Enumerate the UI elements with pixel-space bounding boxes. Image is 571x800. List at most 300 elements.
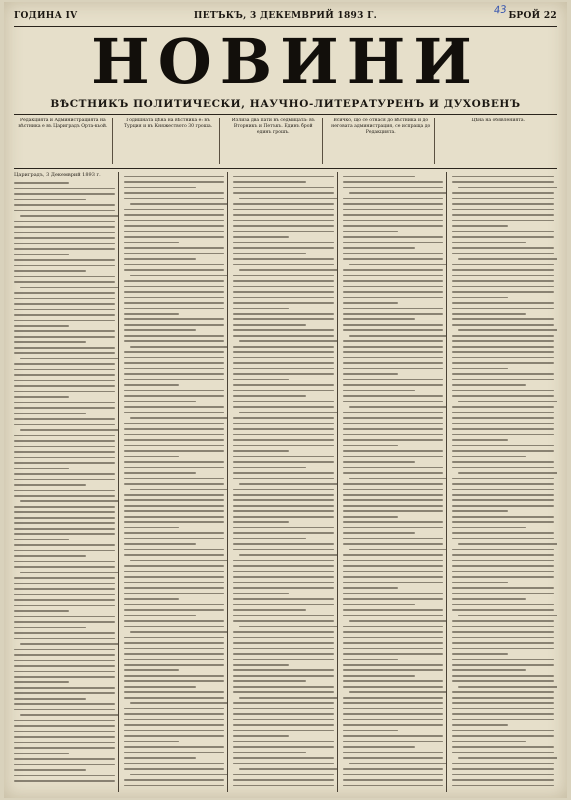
text-line xyxy=(452,691,554,693)
text-line xyxy=(349,264,448,266)
text-line xyxy=(124,664,225,666)
text-line xyxy=(343,571,444,573)
text-line xyxy=(124,351,225,353)
text-line xyxy=(14,605,115,607)
text-line xyxy=(124,258,196,260)
text-line xyxy=(343,680,444,682)
text-line xyxy=(458,615,557,617)
text-line xyxy=(14,632,115,634)
text-line xyxy=(343,746,415,748)
text-line xyxy=(452,708,554,710)
text-line xyxy=(124,390,225,392)
text-line xyxy=(452,346,554,348)
text-line xyxy=(233,527,334,529)
text-line xyxy=(343,653,444,655)
text-line xyxy=(452,560,554,562)
text-line xyxy=(20,643,119,645)
text-line xyxy=(452,675,554,677)
text-line xyxy=(14,407,115,409)
text-line xyxy=(14,709,115,711)
text-line xyxy=(124,308,225,310)
text-line xyxy=(452,499,554,501)
text-line xyxy=(343,209,444,211)
text-line xyxy=(124,264,225,266)
top-info-bar xyxy=(14,8,557,24)
text-line xyxy=(233,582,334,584)
column-text xyxy=(124,176,225,786)
text-line xyxy=(239,483,338,485)
text-line xyxy=(452,286,554,288)
text-line xyxy=(130,346,229,348)
text-line xyxy=(349,478,448,480)
text-line xyxy=(20,358,119,360)
text-line xyxy=(124,757,196,759)
text-line xyxy=(124,209,225,211)
text-line xyxy=(124,428,225,430)
text-line xyxy=(343,362,444,364)
text-line xyxy=(14,583,115,585)
text-line xyxy=(458,401,557,403)
text-line xyxy=(452,713,554,715)
text-line xyxy=(124,291,225,293)
article-dateline: Цариградъ, 3 Декемврий 1893 г. xyxy=(14,172,101,178)
newspaper-page xyxy=(4,2,567,798)
text-line xyxy=(14,446,115,448)
info-cell-correspondence: Всичко, що се отнася до вѣстника и до неговата администрация, се испраща до Редакцията. xyxy=(327,118,435,164)
text-line xyxy=(343,401,444,403)
text-line xyxy=(239,554,338,556)
text-line xyxy=(343,686,444,688)
text-line xyxy=(124,324,225,326)
text-line xyxy=(343,456,444,458)
text-line xyxy=(14,325,69,327)
text-line xyxy=(343,779,444,781)
text-line xyxy=(452,719,554,721)
text-line xyxy=(233,489,334,491)
text-line xyxy=(14,298,115,300)
text-line xyxy=(14,720,115,722)
text-line xyxy=(14,385,115,387)
text-line xyxy=(14,182,69,184)
text-line xyxy=(452,626,554,628)
column-text xyxy=(452,176,554,786)
text-line xyxy=(233,538,305,540)
text-line xyxy=(124,669,179,671)
text-line xyxy=(124,313,179,315)
text-line xyxy=(14,435,115,437)
text-line xyxy=(233,253,305,255)
text-line xyxy=(233,406,334,408)
text-line xyxy=(239,198,338,200)
text-line xyxy=(124,198,225,200)
text-line xyxy=(452,417,554,419)
text-line xyxy=(343,489,444,491)
text-line xyxy=(452,565,554,567)
text-line xyxy=(452,587,554,589)
text-line xyxy=(233,401,334,403)
text-line xyxy=(124,412,225,414)
text-line xyxy=(458,472,557,474)
text-line xyxy=(14,265,115,267)
text-line xyxy=(14,210,115,212)
text-line xyxy=(233,176,334,178)
text-line xyxy=(20,287,119,289)
text-line xyxy=(233,571,334,573)
text-line xyxy=(124,247,225,249)
info-cell-price: Годишната цѣна на вѣстника е: въ Турция и въ Княжеството 30 гроша. xyxy=(117,118,221,164)
text-line xyxy=(452,209,554,211)
text-line xyxy=(343,423,444,425)
text-line xyxy=(233,324,305,326)
text-line xyxy=(233,258,334,260)
text-line xyxy=(233,264,334,266)
text-line xyxy=(20,714,119,716)
text-line xyxy=(233,242,334,244)
text-line xyxy=(124,768,225,770)
text-line xyxy=(452,406,554,408)
text-line xyxy=(14,440,115,442)
text-line xyxy=(14,692,115,694)
text-line xyxy=(452,220,554,222)
text-line xyxy=(343,702,444,704)
text-line xyxy=(233,785,334,787)
text-line xyxy=(233,510,334,512)
text-line xyxy=(452,428,554,430)
text-line xyxy=(14,638,115,640)
text-line xyxy=(452,291,554,293)
text-line xyxy=(458,686,557,688)
text-line xyxy=(452,532,554,534)
text-line xyxy=(343,461,415,463)
text-line xyxy=(14,484,86,486)
column-text xyxy=(343,176,444,786)
text-line xyxy=(233,329,334,331)
text-line xyxy=(349,620,448,622)
text-line xyxy=(14,528,115,530)
text-line xyxy=(124,456,179,458)
text-line xyxy=(452,450,554,452)
text-line xyxy=(343,730,398,732)
column-2 xyxy=(124,172,229,792)
text-line xyxy=(124,543,196,545)
text-line xyxy=(233,247,334,249)
text-line xyxy=(343,741,444,743)
text-line xyxy=(452,483,554,485)
text-line xyxy=(349,406,448,408)
text-line xyxy=(452,247,554,249)
text-line xyxy=(20,500,119,502)
text-line xyxy=(124,297,225,299)
text-line xyxy=(124,626,225,628)
text-line xyxy=(124,510,225,512)
text-line xyxy=(233,543,334,545)
info-cell-ads: Цѣна на обявленията. xyxy=(471,118,526,123)
text-line xyxy=(14,254,69,256)
text-line xyxy=(452,593,554,595)
text-line xyxy=(124,368,225,370)
text-line xyxy=(124,697,225,699)
text-line xyxy=(124,648,225,650)
text-line xyxy=(452,549,554,551)
text-line xyxy=(233,373,334,375)
issue-date: ПЕТЪКЪ, 3 ДЕКЕМВРИЙ 1893 Г. xyxy=(193,11,378,21)
text-line xyxy=(452,697,554,699)
text-line xyxy=(124,505,225,507)
text-line xyxy=(14,660,115,662)
text-line xyxy=(233,308,288,310)
text-line xyxy=(124,478,225,480)
text-line xyxy=(452,253,554,255)
text-line xyxy=(452,724,508,726)
text-line xyxy=(343,379,444,381)
text-line xyxy=(233,220,334,222)
text-line xyxy=(452,680,554,682)
text-line xyxy=(124,450,225,452)
text-line xyxy=(124,604,225,606)
text-line xyxy=(233,302,334,304)
text-line xyxy=(343,329,444,331)
text-line xyxy=(124,242,179,244)
text-line xyxy=(124,379,225,381)
text-line xyxy=(233,181,305,183)
text-line xyxy=(452,445,554,447)
text-line xyxy=(14,610,69,612)
text-line xyxy=(343,439,444,441)
text-line xyxy=(14,347,115,349)
text-line xyxy=(452,434,554,436)
text-line xyxy=(14,473,115,475)
text-line xyxy=(14,259,115,261)
text-line xyxy=(343,198,444,200)
text-line xyxy=(14,588,115,590)
text-line xyxy=(233,730,334,732)
text-line xyxy=(233,439,334,441)
text-line xyxy=(458,258,557,260)
text-line xyxy=(14,550,115,552)
text-line xyxy=(458,329,557,331)
text-line xyxy=(343,472,444,474)
text-line xyxy=(343,247,415,249)
text-line xyxy=(239,269,338,271)
text-line xyxy=(124,225,225,227)
text-line xyxy=(452,269,554,271)
text-line xyxy=(452,582,508,584)
text-line xyxy=(14,330,115,332)
text-line xyxy=(343,395,444,397)
text-line xyxy=(233,763,334,765)
text-line xyxy=(14,753,69,755)
text-line xyxy=(452,763,554,765)
text-line xyxy=(452,478,554,480)
text-line xyxy=(452,785,554,787)
article-columns xyxy=(14,172,557,792)
text-line xyxy=(452,192,554,194)
text-line xyxy=(124,653,225,655)
text-line xyxy=(452,242,525,244)
text-line xyxy=(233,368,334,370)
text-line xyxy=(124,384,179,386)
text-line xyxy=(452,390,554,392)
text-line xyxy=(452,203,554,205)
text-line xyxy=(343,214,444,216)
text-line xyxy=(14,413,86,415)
masthead-subtitle: ВѢСТНИКЪ ПОЛИТИЧЕСКИ, НАУЧНО-ЛИТЕРАТУРЕНЪ И ДУХОВЕНЪ xyxy=(50,98,521,110)
text-line xyxy=(343,724,444,726)
text-line xyxy=(233,286,334,288)
text-line xyxy=(452,752,554,754)
text-line xyxy=(233,192,334,194)
text-line xyxy=(124,527,179,529)
text-line xyxy=(14,769,86,771)
text-line xyxy=(452,308,554,310)
text-line xyxy=(14,418,115,420)
text-line xyxy=(343,565,444,567)
text-line xyxy=(14,309,115,311)
text-line xyxy=(343,576,444,578)
text-line xyxy=(343,554,444,556)
text-line xyxy=(14,780,115,782)
text-line xyxy=(124,713,225,715)
text-line xyxy=(124,499,225,501)
text-line xyxy=(124,335,225,337)
infobar-rule xyxy=(14,168,557,169)
text-line xyxy=(452,467,554,469)
text-line xyxy=(343,176,415,178)
text-line xyxy=(452,335,554,337)
text-line xyxy=(130,203,229,205)
text-line xyxy=(124,445,225,447)
text-line xyxy=(124,269,225,271)
text-line xyxy=(124,582,225,584)
text-line xyxy=(124,549,225,551)
text-line xyxy=(452,368,508,370)
info-cell-editorial: Редакцията и Администрацията на вѣстника е въ Цариградъ Орта-кьой. xyxy=(14,118,113,164)
text-line xyxy=(124,434,225,436)
text-line xyxy=(233,313,334,315)
year-label: ГОДИНА IV xyxy=(14,11,78,21)
text-line xyxy=(14,369,115,371)
text-line xyxy=(14,566,115,568)
text-line xyxy=(452,236,554,238)
column-5 xyxy=(452,172,557,792)
text-line xyxy=(452,653,508,655)
text-line xyxy=(349,192,448,194)
text-line xyxy=(233,691,334,693)
text-line xyxy=(343,587,398,589)
text-line xyxy=(452,664,554,666)
text-line xyxy=(233,236,288,238)
text-line xyxy=(343,708,444,710)
text-line xyxy=(343,467,444,469)
text-line xyxy=(233,735,288,737)
text-line xyxy=(343,297,444,299)
text-line xyxy=(452,264,554,266)
text-line xyxy=(233,560,334,562)
text-line xyxy=(124,176,225,178)
text-line xyxy=(14,731,115,733)
text-line xyxy=(452,609,554,611)
text-line xyxy=(452,538,554,540)
text-line xyxy=(452,746,554,748)
text-line xyxy=(14,506,115,508)
text-line xyxy=(343,450,444,452)
text-line xyxy=(452,456,525,458)
text-line xyxy=(233,675,334,677)
text-line xyxy=(124,565,225,567)
text-line xyxy=(452,521,554,523)
text-line xyxy=(14,522,115,524)
text-line xyxy=(452,297,508,299)
text-line xyxy=(124,752,225,754)
text-line xyxy=(452,412,554,414)
text-line xyxy=(130,774,229,776)
text-line xyxy=(124,192,225,194)
text-line xyxy=(124,615,196,617)
text-line xyxy=(452,198,554,200)
text-line xyxy=(343,499,444,501)
text-line xyxy=(124,587,225,589)
text-line xyxy=(233,708,334,710)
text-line xyxy=(343,351,444,353)
text-line xyxy=(343,609,444,611)
text-line xyxy=(14,687,115,689)
text-line xyxy=(14,292,115,294)
text-line xyxy=(233,609,305,611)
text-line xyxy=(343,340,444,342)
text-line xyxy=(14,281,115,283)
text-line xyxy=(452,598,525,600)
text-line xyxy=(14,698,86,700)
text-line xyxy=(233,445,334,447)
text-line xyxy=(233,428,334,430)
text-line xyxy=(452,280,554,282)
text-line xyxy=(343,390,415,392)
text-line xyxy=(343,642,444,644)
text-line xyxy=(14,555,86,557)
text-line xyxy=(452,669,525,671)
text-line xyxy=(452,620,554,622)
text-line xyxy=(343,286,444,288)
text-line xyxy=(343,384,444,386)
text-line xyxy=(14,649,115,651)
text-line xyxy=(343,669,444,671)
text-line xyxy=(14,517,115,519)
text-line xyxy=(233,187,334,189)
text-line xyxy=(233,598,334,600)
text-line xyxy=(343,417,444,419)
text-line xyxy=(452,357,554,359)
text-line xyxy=(452,702,554,704)
text-line xyxy=(233,379,288,381)
text-line xyxy=(233,565,334,567)
text-line xyxy=(14,188,115,190)
text-line xyxy=(14,627,86,629)
text-line xyxy=(124,340,225,342)
text-line xyxy=(233,752,305,754)
text-line xyxy=(452,505,554,507)
text-line xyxy=(233,467,305,469)
text-line xyxy=(130,702,229,704)
column-1 xyxy=(14,172,119,792)
text-line xyxy=(14,621,115,623)
text-line xyxy=(14,336,115,338)
text-line xyxy=(14,736,115,738)
text-line xyxy=(14,248,115,250)
text-line xyxy=(233,648,334,650)
text-line xyxy=(233,680,305,682)
text-line xyxy=(14,742,115,744)
text-line xyxy=(124,538,225,540)
